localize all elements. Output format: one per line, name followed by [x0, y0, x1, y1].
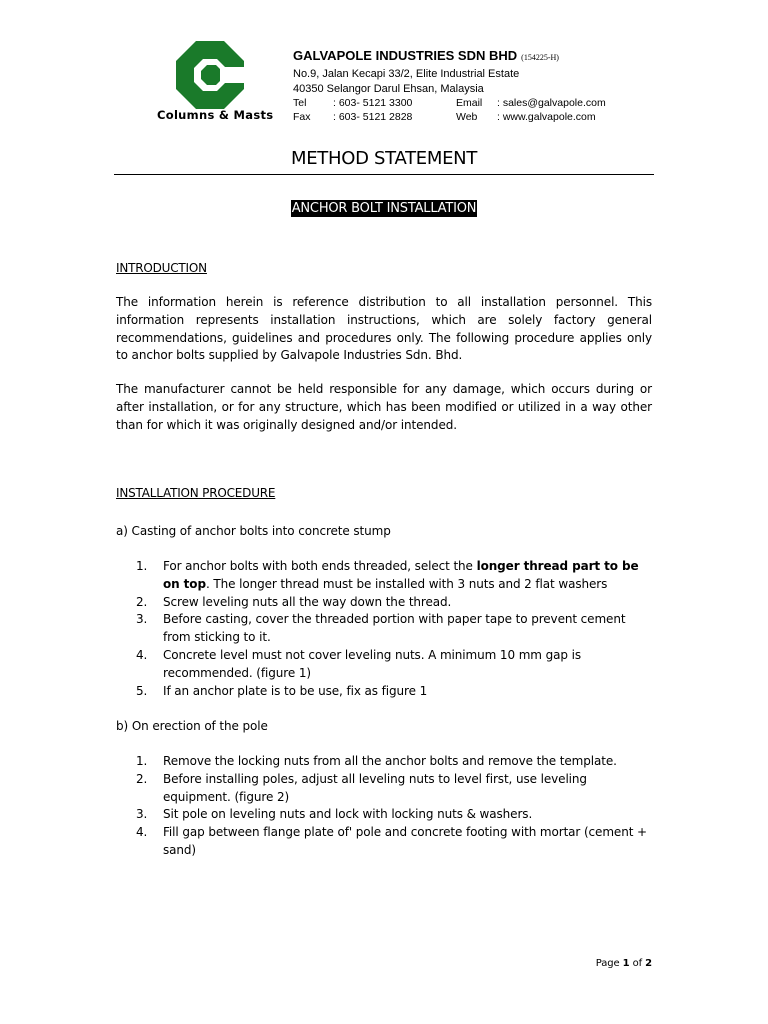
company-reg-number: (154225-H) — [521, 53, 559, 62]
list-item-number: 4. — [136, 825, 148, 840]
document-subtitle — [0, 197, 768, 216]
section-b-title: b) On erection of the pole — [116, 719, 268, 733]
section-a-list — [136, 558, 652, 700]
logo-caption: Columns & Masts — [157, 108, 274, 122]
list-item-number: 1. — [136, 754, 148, 768]
list-item-bold-text: longer thread part to be on top — [163, 559, 639, 591]
page-label: Page — [595, 958, 620, 969]
fax-value: : 603- 5121 2828 — [333, 111, 413, 123]
list-item-number: 5. — [136, 683, 148, 698]
document-subtitle-text: ANCHOR BOLT INSTALLATION — [291, 201, 477, 216]
list-item-number: 2. — [136, 771, 148, 786]
list-item-text: Before installing poles, adjust all leveling nuts to level first, use leveling equipment. (figure 2) — [163, 771, 587, 804]
introduction-heading: INTRODUCTION — [116, 261, 207, 275]
list-item-number: 4. — [136, 647, 148, 662]
list-item — [136, 806, 652, 824]
tel-label: Tel — [293, 97, 307, 109]
list-item — [136, 753, 652, 771]
list-item — [136, 683, 652, 701]
list-item-text: Before casting, cover the threaded portion with paper tape to prevent cement from sticking to it. — [163, 612, 626, 645]
list-item-text: Screw leveling nuts all the way down the thread. — [163, 594, 452, 609]
list-item — [136, 647, 652, 683]
email-value: : sales@galvapole.com — [497, 97, 606, 109]
list-item-text: Sit pole on leveling nuts and lock with locking nuts & washers. — [163, 807, 533, 822]
list-item — [136, 558, 652, 594]
web-value: : www.galvapole.com — [497, 111, 596, 123]
section-b-list — [136, 753, 652, 860]
list-item — [136, 611, 652, 647]
list-item-text: Remove the locking nuts from all the anchor bolts and remove the template. — [163, 754, 617, 768]
list-item-text: Fill gap between flange plate of' pole and concrete footing with mortar (cement + sand) — [163, 825, 647, 857]
tel-value: : 603- 5121 3300 — [333, 97, 413, 109]
web-label: Web — [456, 111, 478, 123]
introduction-paragraph-2: The manufacturer cannot be held responsible for any damage, which occurs during or after installation, or for any structure, which has been modified or utilized in a way other than for which it was originally designed and/or intended. — [116, 382, 652, 432]
company-name — [293, 48, 559, 63]
company-logo-icon — [176, 41, 244, 109]
list-item-number: 3. — [136, 612, 148, 627]
list-item — [136, 824, 652, 860]
page-number — [596, 958, 652, 969]
address-line-2: 40350 Selangor Darul Ehsan, Malaysia — [293, 83, 484, 95]
list-item-number: 2. — [136, 594, 148, 609]
list-item-text: If an anchor plate is to be use, fix as figure 1 — [163, 683, 428, 698]
introduction-paragraph-1: The information herein is reference distribution to all installation personnel. This information represents installation instructions, which are solely factory general recommendations, guidelines and procedures only. The following procedure applies only to anchor bolts supplied by Galvapole Industries Sdn. Bhd. — [116, 295, 652, 363]
page-current: 1 — [622, 958, 630, 969]
document-title: METHOD STATEMENT — [290, 148, 478, 169]
list-item-number: 1. — [136, 559, 148, 573]
list-item-text: For anchor bolts with both ends threaded, select the — [163, 559, 477, 573]
list-item — [136, 594, 652, 612]
list-item-text: . The longer thread must be installed with 3 nuts and 2 flat washers — [205, 576, 608, 591]
list-item-text: Concrete level must not cover leveling nuts. A minimum 10 mm gap is recommended. (figure 1) — [163, 647, 581, 680]
company-name-text: GALVAPOLE INDUSTRIES SDN BHD — [293, 48, 518, 63]
installation-procedure-heading: INSTALLATION PROCEDURE — [116, 486, 276, 500]
address-line-1: No.9, Jalan Kecapi 33/2, Elite Industrial Estate — [293, 68, 520, 80]
email-label: Email — [456, 97, 483, 109]
fax-label: Fax — [293, 111, 311, 123]
page-total: 2 — [645, 958, 652, 969]
title-divider — [114, 174, 654, 175]
list-item — [136, 771, 652, 807]
page-of: of — [632, 958, 643, 969]
list-item-number: 3. — [136, 807, 148, 822]
section-a-title: a) Casting of anchor bolts into concrete stump — [116, 524, 391, 538]
